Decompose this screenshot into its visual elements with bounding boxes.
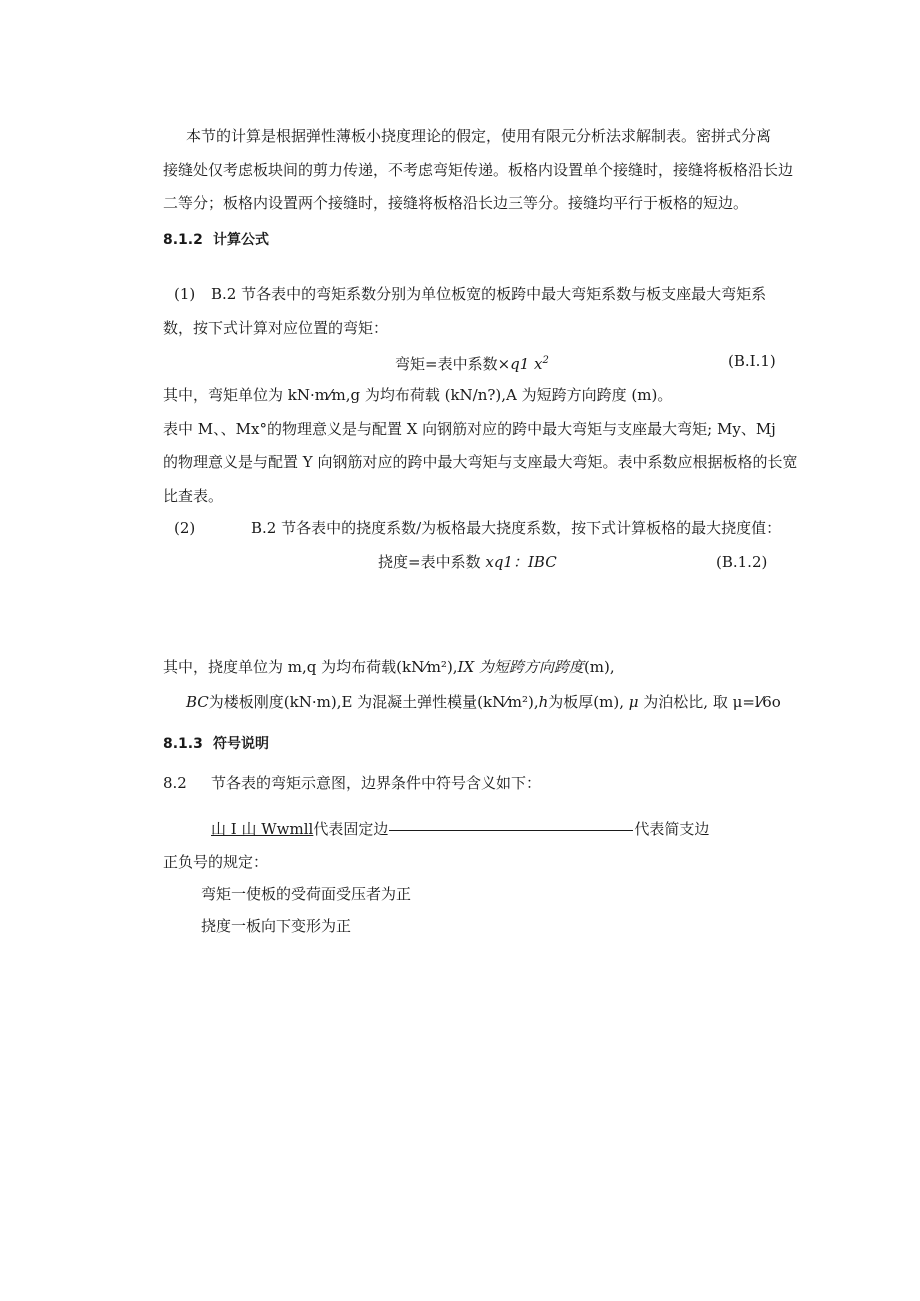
where3-part-b: 为楼板刚度(kN·m),E 为混凝土弹性模量(kN⁄m²), [208, 693, 539, 711]
item2-label: (2) [174, 519, 196, 537]
sign-rules-title: 正负号的规定： [163, 853, 269, 871]
sign-rule-moment: 弯矩一使板的受荷面受压者为正 [201, 885, 412, 903]
para1-line2: 接缝处仅考虑板块间的剪力传递，不考虑弯矩传递。板格内设置单个接缝时，接缝将板格沿长边 [163, 161, 794, 179]
para2-line2: 的物理意义是与配置 Y 向钢筋对应的跨中最大弯矩与支座最大弯矩。表中系数应根据板格的长宽 [163, 453, 798, 471]
equation-2-text: 挠度=表中系数 [378, 553, 481, 571]
item1-label: (1) [174, 285, 196, 303]
equation-2 [378, 552, 557, 572]
where2-part-c: (m), [583, 658, 615, 676]
where2-line [163, 657, 615, 677]
where3-line [186, 692, 781, 712]
where3-part-a: BC [186, 693, 209, 711]
where2-part-b: IX 为短跨方向跨度 [457, 658, 584, 676]
where3-part-e: μ [628, 693, 639, 711]
equation-1-tag: (B.I.1) [728, 352, 776, 370]
equation-1 [395, 351, 549, 374]
item2-line1: B.2 节各表中的挠度系数/为板格最大挠度系数，按下式计算板格的最大挠度值： [251, 519, 782, 537]
equation-1-math: ×q1 x [497, 355, 543, 373]
para2-line1: 表中 M、、Mx°的物理意义是与配置 X 向钢筋对应的跨中最大弯矩与支座最大弯矩; My、Mj [163, 420, 776, 438]
para1-line1: 本节的计算是根据弹性薄板小挠度理论的假定，使用有限元分析法求解制表。密拼式分离 [186, 127, 772, 145]
where2-part-a: 其中，挠度单位为 m,q 为均布荷载(kN⁄m²), [163, 658, 458, 676]
fixed-edge-symbol: 山 I 山 Wwmll [211, 820, 314, 838]
section-heading-8-1-2 [163, 230, 269, 250]
fixed-edge-label: 代表固定边 [313, 820, 389, 838]
simple-edge-label: 代表简支边 [634, 820, 710, 838]
section-number: 8.1.3 [163, 736, 203, 752]
para1-line3: 二等分；板格内设置两个接缝时，接缝将板格沿长边三等分。接缝均平行于板格的短边。 [163, 194, 749, 212]
sign-rule-deflection: 挠度一板向下变形为正 [201, 917, 352, 935]
equation-1-exponent: 2 [542, 355, 549, 366]
equation-1-text: 弯矩=表中系数 [395, 355, 498, 373]
where3-part-c: h [538, 693, 549, 711]
where1-text: 其中，弯矩单位为 kN·m⁄m,g 为均布荷载 (kN/n?),A 为短跨方向跨度 (m)。 [163, 386, 673, 404]
where3-part-f: 为泊松比, 取 μ=l⁄6o [643, 693, 781, 711]
simple-edge-symbol [389, 830, 633, 831]
para2-line3: 比查表。 [163, 487, 224, 505]
section-title: 计算公式 [213, 232, 269, 248]
section-number: 8.1.2 [163, 232, 203, 248]
equation-2-tag: (B.1.2) [716, 553, 768, 571]
section-title: 符号说明 [213, 736, 269, 752]
boundary-legend [211, 819, 709, 839]
item1-line1: B.2 节各表中的弯矩系数分别为单位板宽的板跨中最大弯矩系数与板支座最大弯矩系 [211, 285, 767, 303]
section-heading-8-1-3 [163, 734, 269, 754]
symbol-intro-number: 8.2 [163, 774, 187, 792]
where3-part-d: 为板厚(m), [548, 693, 624, 711]
item1-line2: 数，按下式计算对应位置的弯矩： [163, 319, 389, 337]
symbol-intro-text: 节各表的弯矩示意图，边界条件中符号含义如下： [211, 774, 542, 792]
equation-2-math: xq1：IBC [485, 553, 557, 571]
